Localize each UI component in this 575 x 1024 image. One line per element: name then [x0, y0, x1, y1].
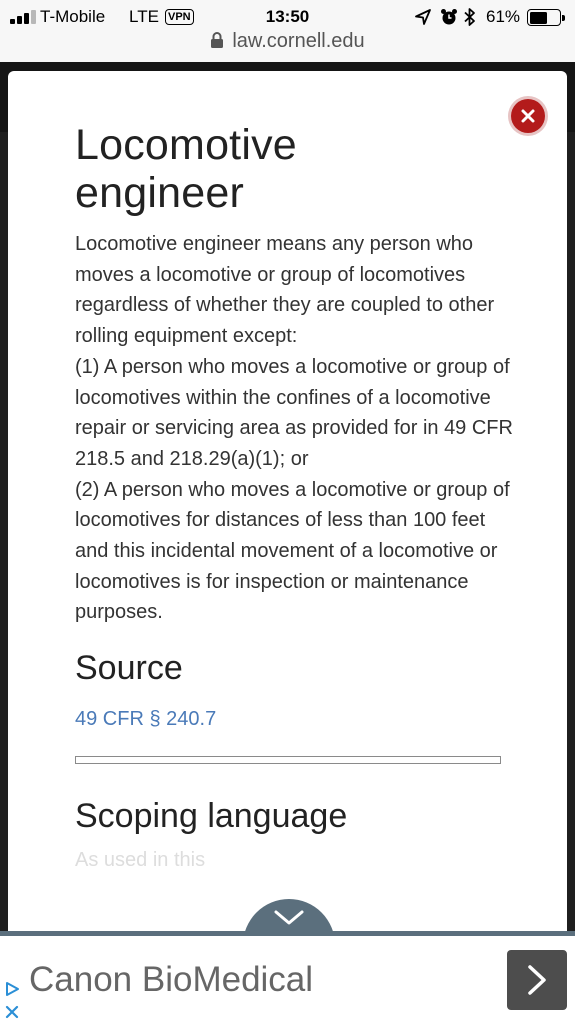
battery-icon — [527, 9, 561, 26]
close-icon — [520, 108, 536, 124]
ad-close-icon[interactable] — [4, 1004, 20, 1020]
definition-paragraph: (1) A person who moves a locomotive or group of locomotives within the confines of a locomotive repair or servicing area as provided for in 49 CFR 218.5 and 218.29(a)(1); or — [75, 355, 513, 470]
ad-headline[interactable]: Canon BioMedical — [29, 960, 314, 999]
url-bar[interactable] — [0, 30, 575, 58]
status-time: 13:50 — [265, 7, 310, 26]
definition-modal — [8, 71, 567, 931]
ad-open-button[interactable] — [507, 950, 567, 1010]
battery-percent: 61% — [486, 7, 521, 26]
status-row — [0, 6, 575, 30]
url-domain: law.cornell.edu — [232, 30, 365, 52]
close-button[interactable] — [511, 99, 545, 133]
source-link[interactable]: 49 CFR § 240.7 — [75, 708, 217, 731]
definition-title — [75, 121, 515, 217]
bluetooth-icon — [463, 7, 477, 27]
lock-icon — [210, 32, 224, 48]
section-divider — [75, 756, 501, 764]
definition-text — [75, 229, 515, 628]
modal-content — [75, 121, 515, 866]
network-type: LTE — [129, 7, 159, 26]
definition-paragraph: Locomotive engineer means any person who moves a locomotive or group of locomotives regardless of whether they are coupled to other rolling equipment except: — [75, 233, 495, 348]
vpn-badge: VPN — [165, 9, 194, 25]
scoping-heading: Scoping language — [75, 797, 348, 836]
chevron-right-icon — [525, 964, 549, 996]
source-heading: Source — [75, 649, 183, 688]
carrier-name: T-Mobile — [40, 7, 106, 26]
chevron-down-icon — [273, 909, 305, 927]
location-arrow-icon — [414, 8, 432, 26]
definition-paragraph: (2) A person who moves a locomotive or group of locomotives for distances of less than 100 feet and this incidental movement of a locomotive or locomotives is for inspection or maintenance purposes. — [75, 478, 510, 624]
scoping-text: As used in this — [75, 849, 206, 867]
ad-banner[interactable] — [0, 931, 575, 1024]
title-line-1: Locomotive — [75, 121, 297, 169]
expand-button[interactable] — [243, 899, 335, 931]
alarm-clock-icon — [440, 8, 458, 26]
title-line-2: engineer — [75, 169, 244, 217]
status-bar — [0, 0, 575, 62]
adchoices-icon[interactable] — [4, 981, 20, 997]
